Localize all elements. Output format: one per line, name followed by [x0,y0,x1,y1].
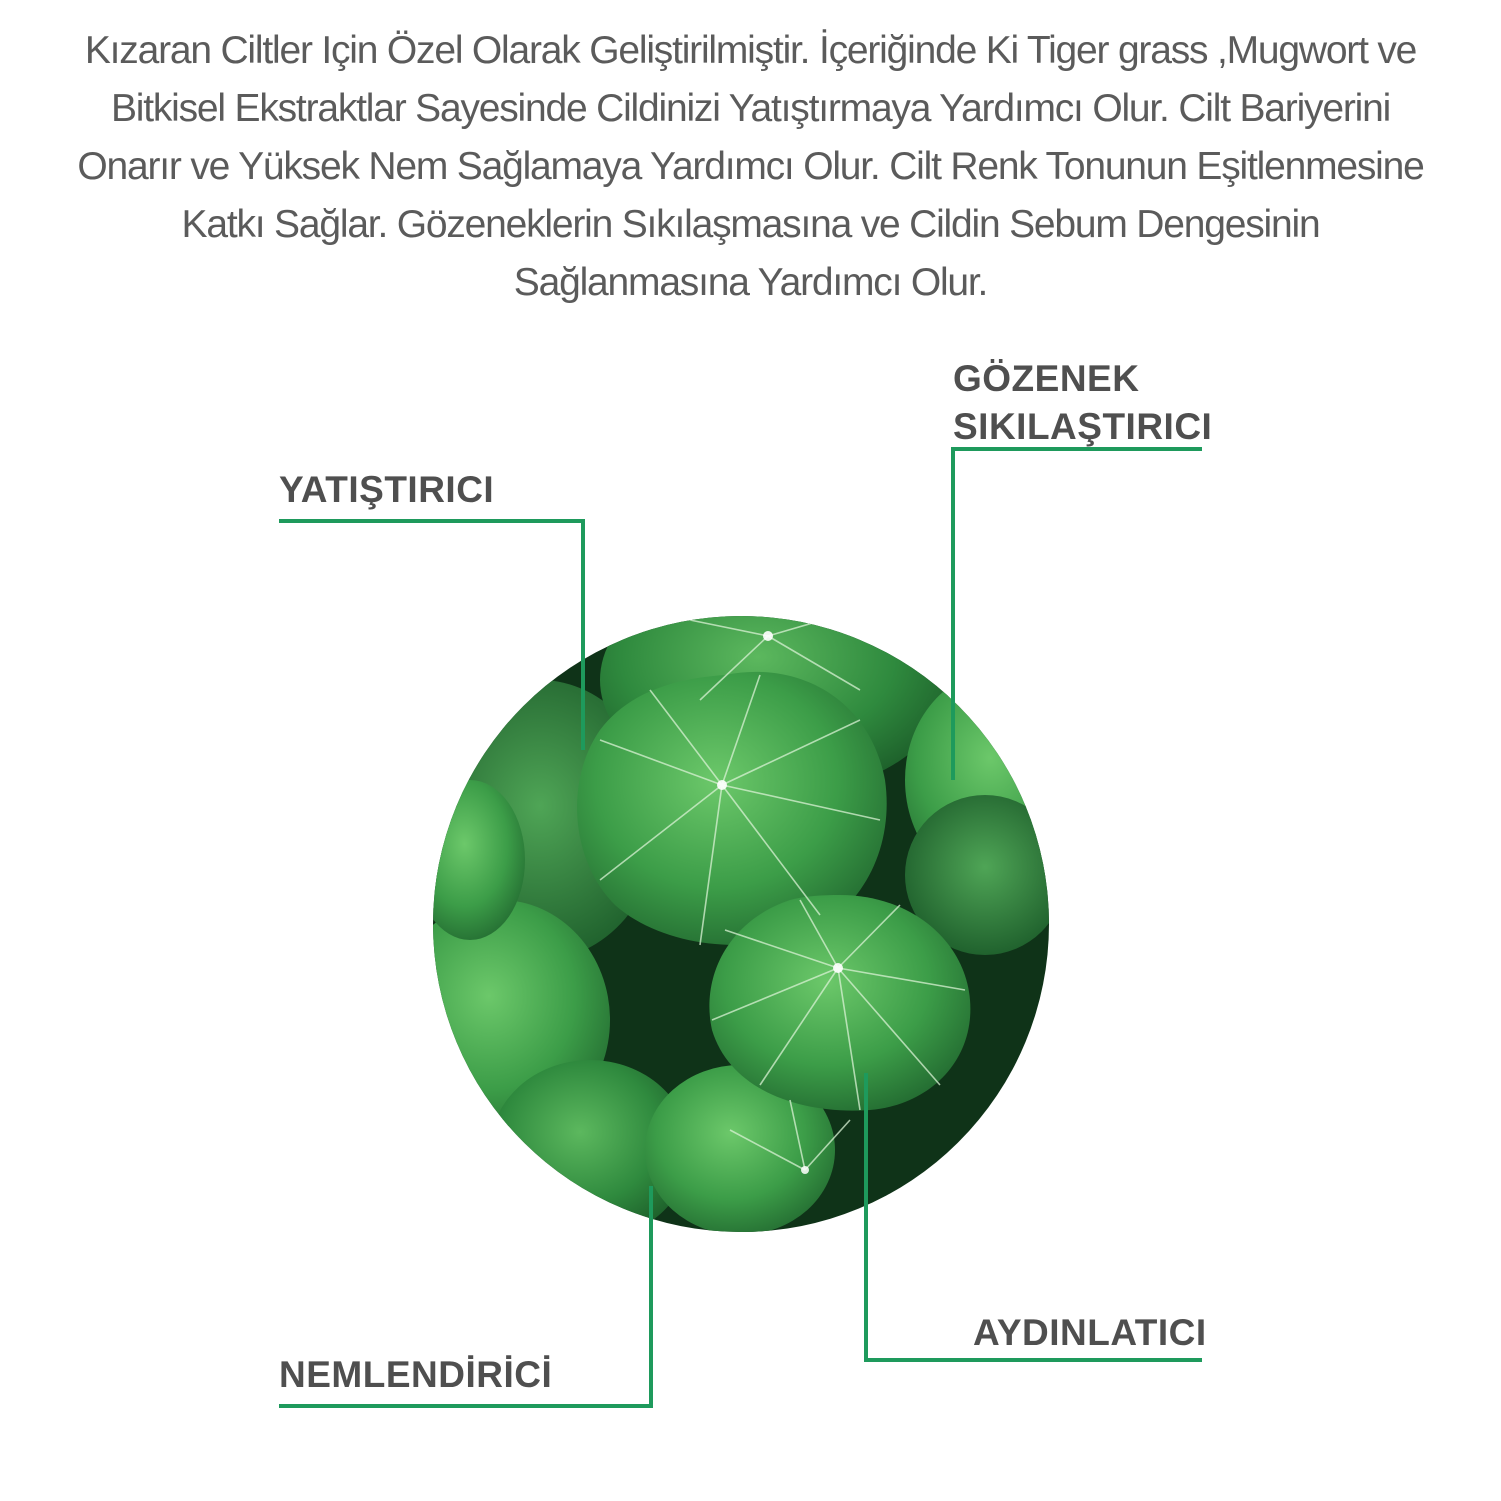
intro-description: Kızaran Ciltler Için Özel Olarak Geliştirilmiştir. İçeriğinde Ki Tiger grass ,Mugwort ve Bitkisel Ekstraktlar Sayesinde Cildinizi Yatıştırmaya Yardımcı Olur. Cilt Bariyerini Onarır ve Yüksek Nem Sağlamaya Yardımcı Olur. Cilt Renk Tonunun Eşitlenmesine Katkı Sağlar. Gözeneklerin Sıkılaşmasına ve Cildin Sebum Dengesinin Sağlanmasına Yardımcı Olur. [77,29,1424,304]
connector-line-pore [953,449,1200,778]
benefit-pore-tightening-label [953,355,1212,451]
benefit-pore-line2: SIKILAŞTIRICI [953,406,1213,447]
benefit-brightening-label: AYDINLATICI [973,1312,1207,1353]
benefit-pore-line1: GÖZENEK [953,358,1140,399]
leaf-photo [390,565,1095,1250]
benefit-moisturizing-label: NEMLENDİRİCİ [279,1354,553,1395]
benefit-soothing-label: YATIŞTIRICI [279,469,495,510]
